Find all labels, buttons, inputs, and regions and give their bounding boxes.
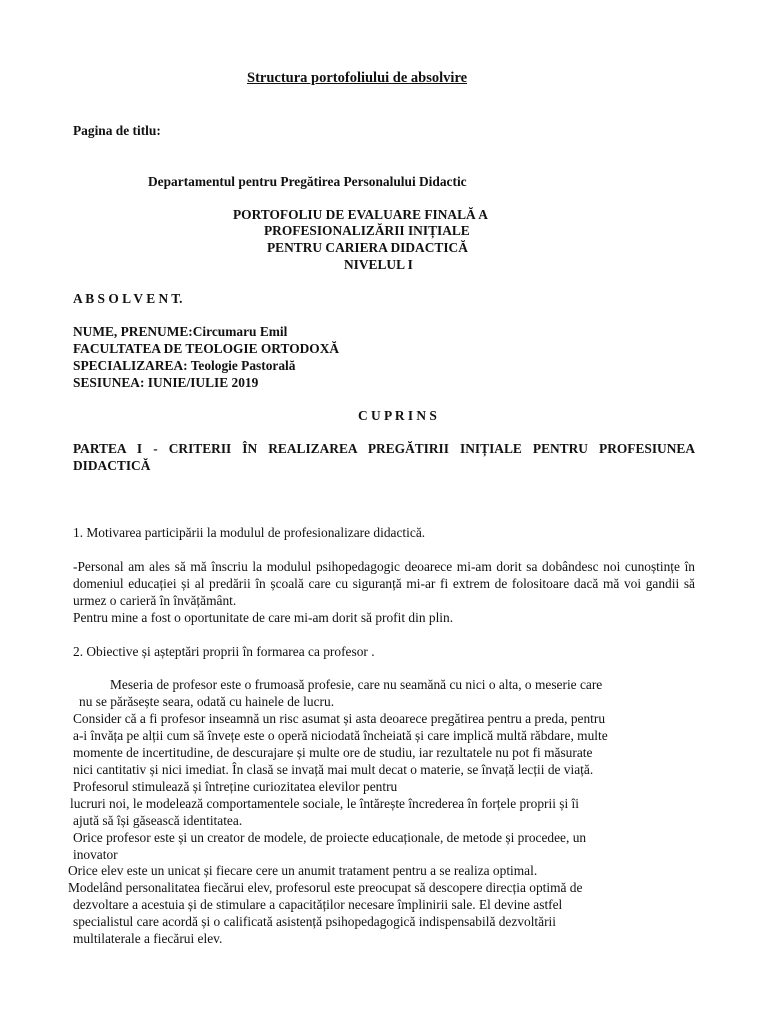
document-title: Structura portofoliului de absolvire: [247, 70, 468, 86]
graduate-specialization: [73, 357, 295, 374]
specialization-label: SPECIALIZAREA:: [73, 358, 191, 373]
text-line: lucruri noi, le modelează comportamentele sociale, le întărește încrederea în forțele proprii și îi: [70, 796, 579, 811]
department-name: Departamentul pentru Pregătirea Personalului Didactic: [148, 174, 467, 189]
text-line: momente de incertitudine, de descurajare și multe ore de studiu, iar rezultatele nu pot fi măsurate: [73, 745, 593, 760]
section-1-paragraph: -Personal am ales să mă înscriu la modulul psihopedagogic deoarece mi-am dorit sa dobândesc noi cunoștințe în domeniul educației și al predării în școală care cu siguranță mi-ar fi extrem de folositoare dacă mă voi gandii să urmez o carieră în învățământ.: [73, 559, 695, 608]
text-line: inovator: [73, 847, 118, 862]
portfolio-title-line: PORTOFOLIU DE EVALUARE FINALĂ A: [233, 207, 488, 222]
text-line: Modelând personalitatea fiecărui elev, profesorul este preocupat să descopere direcția optimă de: [68, 880, 583, 895]
portfolio-title-line: NIVELUL I: [344, 257, 413, 272]
graduate-faculty: FACULTATEA DE TEOLOGIE ORTODOXĂ: [73, 341, 340, 356]
text-line: Orice profesor este și un creator de modele, de proiecte educaționale, de metode și procedee, un: [73, 830, 587, 845]
graduate-name-label: NUME, PRENUME:: [73, 324, 193, 339]
text-line: multilaterale a fiecărui elev.: [73, 931, 223, 946]
text-line: Orice elev este un unicat și fiecare cere un anumit tratament pentru a se realiza optimal.: [68, 863, 538, 878]
text-line: Profesorul stimulează și întreține curiozitatea elevilor pentru: [73, 779, 398, 794]
portfolio-title-line: PENTRU CARIERA DIDACTICĂ: [267, 240, 468, 255]
title-page-label: Pagina de titlu:: [73, 123, 161, 138]
section-1-paragraph-2: Pentru mine a fost o oportunitate de care mi-am dorit să profit din plin.: [73, 610, 454, 625]
text-line: nici cantitativ și nici imediat. În clasă se invață mai mult decat o materie, se învață lecții de viață.: [73, 762, 594, 777]
text-line: nu se părăsește seara, odată cu hainele de lucru.: [79, 694, 335, 709]
text-line: ajută să își găsească identitatea.: [73, 813, 243, 828]
graduate-name: [73, 323, 287, 340]
text-line: specialistul care acordă și o calificată asistență psihopedagogică indispensabilă dezvoltării: [73, 914, 556, 929]
text-line: Consider că a fi profesor inseamnă un risc asumat și asta deoarece pregătirea pentru a preda, pentru: [73, 711, 606, 726]
text-line: Meseria de profesor este o frumoasă profesie, care nu seamănă cu nici o alta, o meserie care: [110, 677, 603, 692]
section-1-heading: 1. Motivarea participării la modulul de profesionalizare didactică.: [73, 525, 426, 540]
specialization-value: Teologie Pastorală: [190, 358, 296, 373]
section-2-heading: 2. Obiective și așteptări proprii în formarea ca profesor .: [73, 644, 375, 659]
part-one-heading: PARTEA I - CRITERII ÎN REALIZAREA PREGĂTIRII INIȚIALE PENTRU PROFESIUNEA DIDACTICĂ: [73, 441, 695, 473]
absolvent-heading: A B S O L V E N T.: [73, 291, 183, 306]
contents-heading: C U P R I N S: [358, 408, 437, 423]
text-line: a-i învăța pe alții cum să învețe este o operă niciodată încheiată și care implică multă răbdare, multe: [73, 728, 608, 743]
text-line: dezvoltare a acestuia și de stimulare a capacităților necesare împlinirii sale. El devine astfel: [73, 897, 563, 912]
graduate-name-value: Circumaru Emil: [192, 324, 288, 339]
portfolio-title-line: PROFESIONALIZĂRII INIȚIALE: [264, 223, 470, 238]
graduate-session: SESIUNEA: IUNIE/IULIE 2019: [73, 375, 259, 390]
